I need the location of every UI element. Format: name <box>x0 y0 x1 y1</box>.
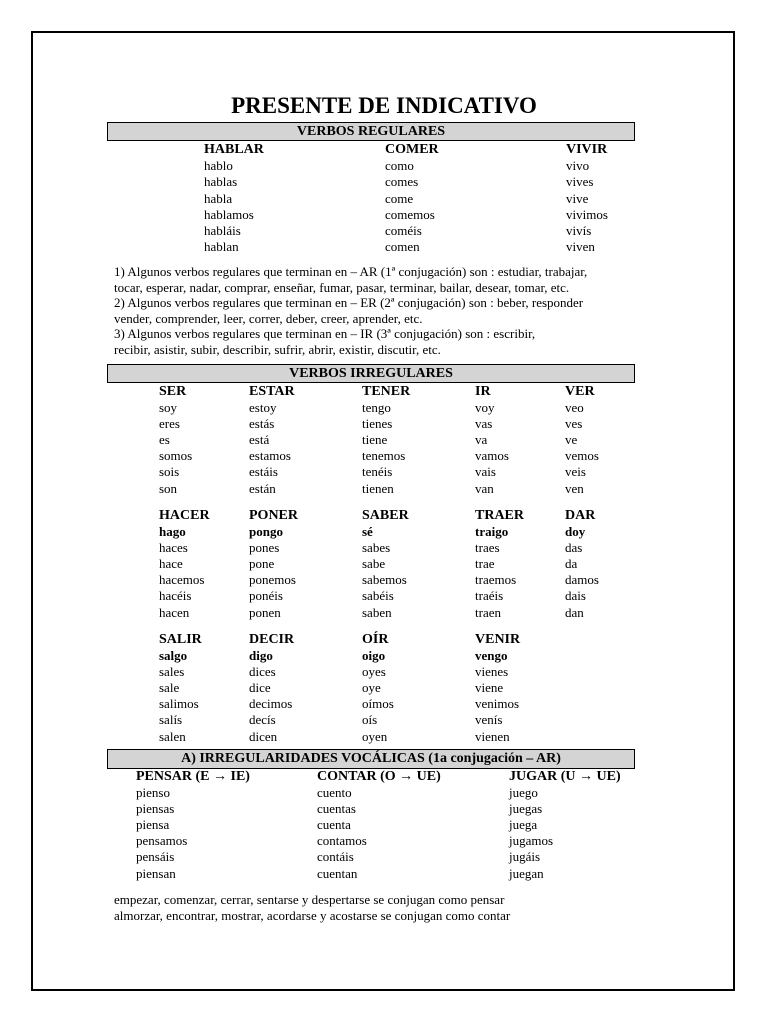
verb-form: doy <box>565 524 586 540</box>
verb-header: SALIR <box>159 632 202 647</box>
verb-form: vais <box>475 464 496 480</box>
verb-form: venís <box>475 712 503 728</box>
verb-header: HABLAR <box>204 142 264 157</box>
verb-form: vivís <box>566 223 592 239</box>
verb-form: sabéis <box>362 588 394 604</box>
verb-form: oyes <box>362 664 386 680</box>
verb-form: somos <box>159 448 193 464</box>
verb-form: hago <box>159 524 186 540</box>
verb-form: salgo <box>159 648 188 664</box>
verb-header: PONER <box>249 508 298 523</box>
verb-header: IR <box>475 384 491 399</box>
verb-header: TRAER <box>475 508 525 523</box>
verb-form: piensan <box>136 865 176 881</box>
verb-form: tienen <box>362 480 394 496</box>
verb-column-comer <box>385 142 439 255</box>
verb-column-pensar <box>136 769 250 882</box>
verb-form: veis <box>565 464 586 480</box>
verb-form: oigo <box>362 648 386 664</box>
verb-form: como <box>385 158 414 174</box>
verb-form: oímos <box>362 696 394 712</box>
verb-form: salís <box>159 712 183 728</box>
verb-column-traer <box>475 508 524 621</box>
verb-form: ves <box>565 416 583 432</box>
verb-form: hablo <box>204 158 233 174</box>
verb-form: cuentas <box>317 801 356 817</box>
verb-form: juego <box>509 785 538 801</box>
verb-form: jugáis <box>509 849 541 865</box>
verb-header: OÍR <box>362 632 389 647</box>
verb-header: HACER <box>159 508 210 523</box>
vocalicas-notes <box>114 892 510 924</box>
verb-header: VER <box>565 384 595 399</box>
verb-form: da <box>565 556 578 572</box>
verb-form: traéis <box>475 588 504 604</box>
verb-form: sé <box>362 524 373 540</box>
verb-form: vengo <box>475 648 508 664</box>
verb-form: vive <box>566 190 589 206</box>
verb-form: vamos <box>475 448 509 464</box>
verb-form: hacemos <box>159 572 205 588</box>
verb-form: oye <box>362 680 381 696</box>
verb-form: pensáis <box>136 849 175 865</box>
verb-column-venir <box>475 632 520 745</box>
verb-form: cuentan <box>317 865 358 881</box>
verb-form: hacen <box>159 604 190 620</box>
verb-form: tiene <box>362 432 388 448</box>
verb-form: piensa <box>136 817 170 833</box>
verb-form: sabemos <box>362 572 407 588</box>
verb-form: vivo <box>566 158 590 174</box>
verb-header: SER <box>159 384 187 399</box>
verb-form: vienes <box>475 664 509 680</box>
note-line: 1) Algunos verbos regulares que terminan en – AR (1ª conjugación) son : estudiar, trabajar, <box>114 264 588 279</box>
verb-form: traes <box>475 540 500 556</box>
verb-form: eres <box>159 416 180 432</box>
verb-form: están <box>249 480 276 496</box>
verb-form: dan <box>565 604 584 620</box>
verb-form: tienes <box>362 416 393 432</box>
verb-column-jugar <box>509 769 621 882</box>
verb-form: salen <box>159 728 186 744</box>
verb-column-oir <box>362 632 394 745</box>
verb-form: juega <box>509 817 538 833</box>
verb-form: ponen <box>249 604 281 620</box>
note-line: empezar, comenzar, cerrar, sentarse y despertarse se conjugan como pensar <box>114 892 505 907</box>
verb-form: juegas <box>509 801 543 817</box>
verb-column-decir <box>249 632 294 745</box>
verb-form: estamos <box>249 448 291 464</box>
verb-header: DECIR <box>249 632 295 647</box>
verb-form: está <box>249 432 270 448</box>
verb-column-estar <box>249 384 295 497</box>
verb-form: traemos <box>475 572 517 588</box>
verb-column-ser <box>159 384 192 497</box>
note-line: 2) Algunos verbos regulares que terminan en – ER (2ª conjugación) son : beber, responder <box>114 295 584 311</box>
verb-form: salimos <box>159 696 199 712</box>
verb-form: jugamos <box>509 833 554 849</box>
verb-form: hablamos <box>204 206 254 222</box>
verb-form: coméis <box>385 223 422 239</box>
verb-form: pongo <box>249 524 283 540</box>
verb-form: trae <box>475 556 495 572</box>
verb-form: es <box>159 432 170 448</box>
verb-form: hace <box>159 556 183 572</box>
verb-form: hablas <box>204 174 238 190</box>
note-line: recibir, asistir, subir, describir, sufrir, abrir, existir, discutir, etc. <box>114 341 441 357</box>
verb-form: dices <box>249 664 276 680</box>
verb-form: va <box>475 432 488 448</box>
verb-form: estás <box>249 416 275 432</box>
verb-form: vienen <box>475 728 510 744</box>
verb-header: CONTAR (O → UE) <box>317 769 441 784</box>
verb-form: dicen <box>249 728 278 744</box>
verb-form: hablan <box>204 239 239 255</box>
verb-form: hacéis <box>159 588 192 604</box>
verb-form: das <box>565 540 583 556</box>
verb-form: digo <box>249 648 273 664</box>
verb-form: viene <box>475 680 504 696</box>
verb-column-salir <box>159 632 202 745</box>
regular-verbs-notes <box>114 264 644 358</box>
verb-form: pensamos <box>136 833 188 849</box>
verb-form: habláis <box>204 223 241 239</box>
verb-form: tenemos <box>362 448 406 464</box>
verb-form: dais <box>565 588 586 604</box>
verb-form: pienso <box>136 785 170 801</box>
verb-form: vemos <box>565 448 599 464</box>
verb-form: ponemos <box>249 572 296 588</box>
verb-form: estáis <box>249 464 278 480</box>
verb-form: cuento <box>317 785 352 801</box>
verb-form: comen <box>385 239 420 255</box>
verb-form: dice <box>249 680 271 696</box>
verb-form: juegan <box>509 865 544 881</box>
verb-form: contamos <box>317 833 367 849</box>
verb-form: soy <box>159 400 178 416</box>
verb-column-poner <box>249 508 298 621</box>
verb-form: ve <box>565 432 578 448</box>
verb-form: tengo <box>362 400 391 416</box>
verb-form: estoy <box>249 400 277 416</box>
verb-header: ESTAR <box>249 384 295 399</box>
verb-form: decimos <box>249 696 293 712</box>
verb-form: sales <box>159 664 185 680</box>
verb-column-saber <box>362 508 409 621</box>
verb-form: pones <box>249 540 280 556</box>
verb-form: oyen <box>362 728 388 744</box>
verb-header: DAR <box>565 508 596 523</box>
verb-column-contar <box>317 769 441 882</box>
verb-column-tener <box>362 384 410 497</box>
verb-form: tenéis <box>362 464 393 480</box>
section-header-vocalicas: A) IRREGULARIDADES VOCÁLICAS (1a conjugación – AR) <box>107 749 635 769</box>
verb-header: TENER <box>362 384 411 399</box>
verb-form: ven <box>565 480 584 496</box>
verb-form: vivimos <box>566 206 608 222</box>
note-line: tocar, esperar, nadar, comprar, enseñar, fumar, pasar, terminar, bailar, desear, tomar, etc. <box>114 279 570 295</box>
verb-form: voy <box>475 400 495 416</box>
verb-column-vivir <box>566 142 608 255</box>
verb-form: venimos <box>475 696 520 712</box>
verb-form: oís <box>362 712 378 728</box>
verb-column-ver <box>565 384 599 497</box>
verb-form: haces <box>159 540 188 556</box>
verb-form: traen <box>475 604 501 620</box>
verb-header: VENIR <box>475 632 521 647</box>
verb-form: decís <box>249 712 276 728</box>
verb-form: pone <box>249 556 275 572</box>
verb-form: come <box>385 190 414 206</box>
verb-form: sabes <box>362 540 391 556</box>
verb-column-hablar <box>204 142 264 255</box>
verb-header: JUGAR (U → UE) <box>509 769 621 784</box>
verb-column-ir <box>475 384 509 497</box>
verb-column-dar <box>565 508 599 621</box>
verb-form: vives <box>566 174 594 190</box>
verb-form: damos <box>565 572 599 588</box>
verb-form: van <box>475 480 494 496</box>
verb-form: piensas <box>136 801 175 817</box>
verb-header: PENSAR (E → IE) <box>136 769 250 784</box>
verb-form: contáis <box>317 849 354 865</box>
verb-form: viven <box>566 239 595 255</box>
verb-form: sabe <box>362 556 386 572</box>
verb-form: traigo <box>475 524 509 540</box>
verb-form: sois <box>159 464 180 480</box>
verb-form: comes <box>385 174 419 190</box>
verb-form: habla <box>204 190 233 206</box>
verb-header: SABER <box>362 508 409 523</box>
verb-form: son <box>159 480 178 496</box>
verb-form: veo <box>565 400 584 416</box>
note-line: 3) Algunos verbos regulares que terminan en – IR (3ª conjugación) son : escribir, <box>114 326 536 342</box>
verb-form: sale <box>159 680 180 696</box>
verb-header: COMER <box>385 142 439 157</box>
page-title: PRESENTE DE INDICATIVO <box>231 93 537 118</box>
section-header-regulares: VERBOS REGULARES <box>107 122 635 141</box>
verb-column-hacer <box>159 508 210 621</box>
verb-header: VIVIR <box>566 142 608 157</box>
verb-form: comemos <box>385 206 435 222</box>
verb-form: cuenta <box>317 817 351 833</box>
note-line: almorzar, encontrar, mostrar, acordarse y acostarse se conjugan como contar <box>114 908 511 923</box>
verb-form: saben <box>362 604 392 620</box>
verb-form: vas <box>475 416 493 432</box>
note-line: vender, comprender, leer, correr, deber, creer, aprender, etc. <box>114 310 423 326</box>
verb-form: ponéis <box>249 588 283 604</box>
section-header-irregulares: VERBOS IRREGULARES <box>107 364 635 383</box>
